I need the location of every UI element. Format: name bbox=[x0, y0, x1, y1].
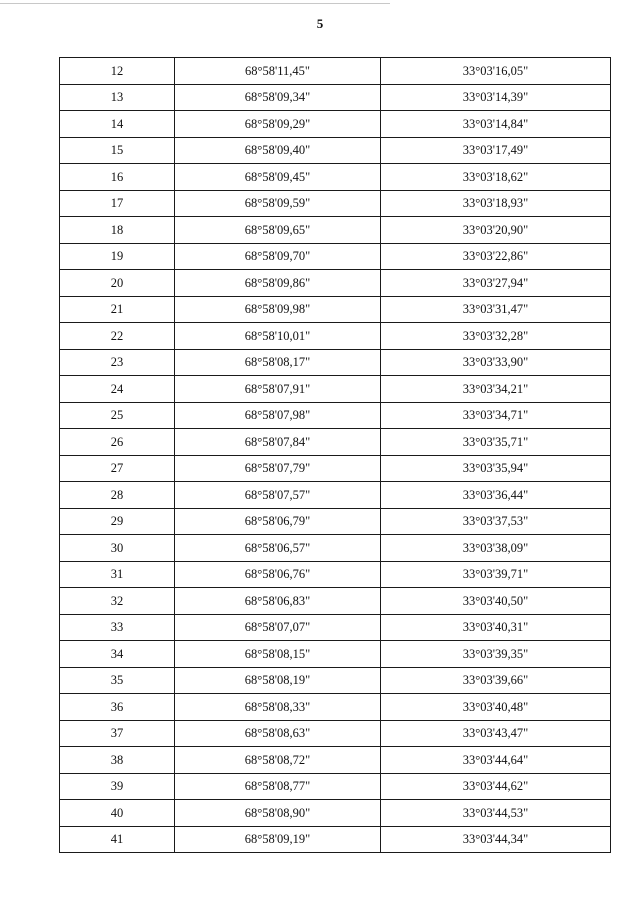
latitude-cell: 68°58'08,17" bbox=[175, 349, 381, 376]
point-number-cell: 24 bbox=[60, 376, 175, 403]
longitude-cell: 33°03'33,90" bbox=[381, 349, 611, 376]
latitude-cell: 68°58'06,79" bbox=[175, 508, 381, 535]
point-number-cell: 37 bbox=[60, 720, 175, 747]
point-number-cell: 13 bbox=[60, 84, 175, 111]
latitude-cell: 68°58'08,19" bbox=[175, 667, 381, 694]
latitude-cell: 68°58'08,15" bbox=[175, 641, 381, 668]
longitude-cell: 33°03'31,47" bbox=[381, 296, 611, 323]
point-number-cell: 36 bbox=[60, 694, 175, 721]
table-row bbox=[60, 561, 611, 588]
table-row bbox=[60, 508, 611, 535]
table-row bbox=[60, 217, 611, 244]
table-row bbox=[60, 800, 611, 827]
latitude-cell: 68°58'09,40" bbox=[175, 137, 381, 164]
top-rule bbox=[0, 3, 390, 4]
longitude-cell: 33°03'37,53" bbox=[381, 508, 611, 535]
longitude-cell: 33°03'27,94" bbox=[381, 270, 611, 297]
latitude-cell: 68°58'07,79" bbox=[175, 455, 381, 482]
point-number-cell: 14 bbox=[60, 111, 175, 138]
latitude-cell: 68°58'09,70" bbox=[175, 243, 381, 270]
point-number-cell: 30 bbox=[60, 535, 175, 562]
point-number-cell: 20 bbox=[60, 270, 175, 297]
point-number-cell: 31 bbox=[60, 561, 175, 588]
point-number-cell: 40 bbox=[60, 800, 175, 827]
table-row bbox=[60, 482, 611, 509]
latitude-cell: 68°58'08,33" bbox=[175, 694, 381, 721]
latitude-cell: 68°58'08,90" bbox=[175, 800, 381, 827]
table-row bbox=[60, 243, 611, 270]
longitude-cell: 33°03'44,34" bbox=[381, 826, 611, 853]
latitude-cell: 68°58'08,77" bbox=[175, 773, 381, 800]
table-row bbox=[60, 376, 611, 403]
latitude-cell: 68°58'09,59" bbox=[175, 190, 381, 217]
table-row bbox=[60, 720, 611, 747]
point-number-cell: 12 bbox=[60, 58, 175, 85]
point-number-cell: 27 bbox=[60, 455, 175, 482]
table-row bbox=[60, 535, 611, 562]
latitude-cell: 68°58'07,91" bbox=[175, 376, 381, 403]
longitude-cell: 33°03'35,71" bbox=[381, 429, 611, 456]
coordinates-table-body bbox=[60, 58, 611, 853]
point-number-cell: 15 bbox=[60, 137, 175, 164]
latitude-cell: 68°58'07,98" bbox=[175, 402, 381, 429]
table-row bbox=[60, 84, 611, 111]
point-number-cell: 34 bbox=[60, 641, 175, 668]
latitude-cell: 68°58'09,65" bbox=[175, 217, 381, 244]
table-row bbox=[60, 747, 611, 774]
coordinates-table bbox=[59, 57, 611, 853]
point-number-cell: 19 bbox=[60, 243, 175, 270]
table-row bbox=[60, 694, 611, 721]
table-row bbox=[60, 111, 611, 138]
point-number-cell: 29 bbox=[60, 508, 175, 535]
latitude-cell: 68°58'08,72" bbox=[175, 747, 381, 774]
point-number-cell: 32 bbox=[60, 588, 175, 615]
longitude-cell: 33°03'40,48" bbox=[381, 694, 611, 721]
table-row bbox=[60, 58, 611, 85]
latitude-cell: 68°58'07,07" bbox=[175, 614, 381, 641]
latitude-cell: 68°58'11,45" bbox=[175, 58, 381, 85]
longitude-cell: 33°03'39,71" bbox=[381, 561, 611, 588]
latitude-cell: 68°58'09,34" bbox=[175, 84, 381, 111]
longitude-cell: 33°03'16,05" bbox=[381, 58, 611, 85]
longitude-cell: 33°03'14,39" bbox=[381, 84, 611, 111]
latitude-cell: 68°58'10,01" bbox=[175, 323, 381, 350]
longitude-cell: 33°03'38,09" bbox=[381, 535, 611, 562]
longitude-cell: 33°03'18,93" bbox=[381, 190, 611, 217]
longitude-cell: 33°03'43,47" bbox=[381, 720, 611, 747]
longitude-cell: 33°03'17,49" bbox=[381, 137, 611, 164]
longitude-cell: 33°03'36,44" bbox=[381, 482, 611, 509]
table-row bbox=[60, 826, 611, 853]
table-row bbox=[60, 455, 611, 482]
longitude-cell: 33°03'18,62" bbox=[381, 164, 611, 191]
longitude-cell: 33°03'40,50" bbox=[381, 588, 611, 615]
point-number-cell: 33 bbox=[60, 614, 175, 641]
point-number-cell: 38 bbox=[60, 747, 175, 774]
longitude-cell: 33°03'14,84" bbox=[381, 111, 611, 138]
table-row bbox=[60, 190, 611, 217]
point-number-cell: 35 bbox=[60, 667, 175, 694]
longitude-cell: 33°03'34,21" bbox=[381, 376, 611, 403]
point-number-cell: 28 bbox=[60, 482, 175, 509]
latitude-cell: 68°58'06,57" bbox=[175, 535, 381, 562]
point-number-cell: 16 bbox=[60, 164, 175, 191]
point-number-cell: 18 bbox=[60, 217, 175, 244]
table-row bbox=[60, 296, 611, 323]
table-row bbox=[60, 614, 611, 641]
latitude-cell: 68°58'09,98" bbox=[175, 296, 381, 323]
latitude-cell: 68°58'09,29" bbox=[175, 111, 381, 138]
point-number-cell: 22 bbox=[60, 323, 175, 350]
point-number-cell: 17 bbox=[60, 190, 175, 217]
longitude-cell: 33°03'40,31" bbox=[381, 614, 611, 641]
table-row bbox=[60, 270, 611, 297]
table-row bbox=[60, 137, 611, 164]
point-number-cell: 26 bbox=[60, 429, 175, 456]
longitude-cell: 33°03'39,66" bbox=[381, 667, 611, 694]
latitude-cell: 68°58'08,63" bbox=[175, 720, 381, 747]
point-number-cell: 23 bbox=[60, 349, 175, 376]
point-number-cell: 41 bbox=[60, 826, 175, 853]
point-number-cell: 21 bbox=[60, 296, 175, 323]
latitude-cell: 68°58'09,19" bbox=[175, 826, 381, 853]
table-row bbox=[60, 164, 611, 191]
longitude-cell: 33°03'20,90" bbox=[381, 217, 611, 244]
longitude-cell: 33°03'35,94" bbox=[381, 455, 611, 482]
table-row bbox=[60, 773, 611, 800]
latitude-cell: 68°58'06,76" bbox=[175, 561, 381, 588]
longitude-cell: 33°03'44,53" bbox=[381, 800, 611, 827]
table-row bbox=[60, 402, 611, 429]
longitude-cell: 33°03'32,28" bbox=[381, 323, 611, 350]
longitude-cell: 33°03'39,35" bbox=[381, 641, 611, 668]
table-row bbox=[60, 641, 611, 668]
latitude-cell: 68°58'06,83" bbox=[175, 588, 381, 615]
latitude-cell: 68°58'07,57" bbox=[175, 482, 381, 509]
longitude-cell: 33°03'44,64" bbox=[381, 747, 611, 774]
latitude-cell: 68°58'09,86" bbox=[175, 270, 381, 297]
point-number-cell: 39 bbox=[60, 773, 175, 800]
page-number: 5 bbox=[316, 16, 324, 31]
point-number-cell: 25 bbox=[60, 402, 175, 429]
latitude-cell: 68°58'09,45" bbox=[175, 164, 381, 191]
latitude-cell: 68°58'07,84" bbox=[175, 429, 381, 456]
longitude-cell: 33°03'22,86" bbox=[381, 243, 611, 270]
table-row bbox=[60, 323, 611, 350]
table-row bbox=[60, 429, 611, 456]
longitude-cell: 33°03'44,62" bbox=[381, 773, 611, 800]
table-row bbox=[60, 349, 611, 376]
table-row bbox=[60, 588, 611, 615]
table-row bbox=[60, 667, 611, 694]
longitude-cell: 33°03'34,71" bbox=[381, 402, 611, 429]
